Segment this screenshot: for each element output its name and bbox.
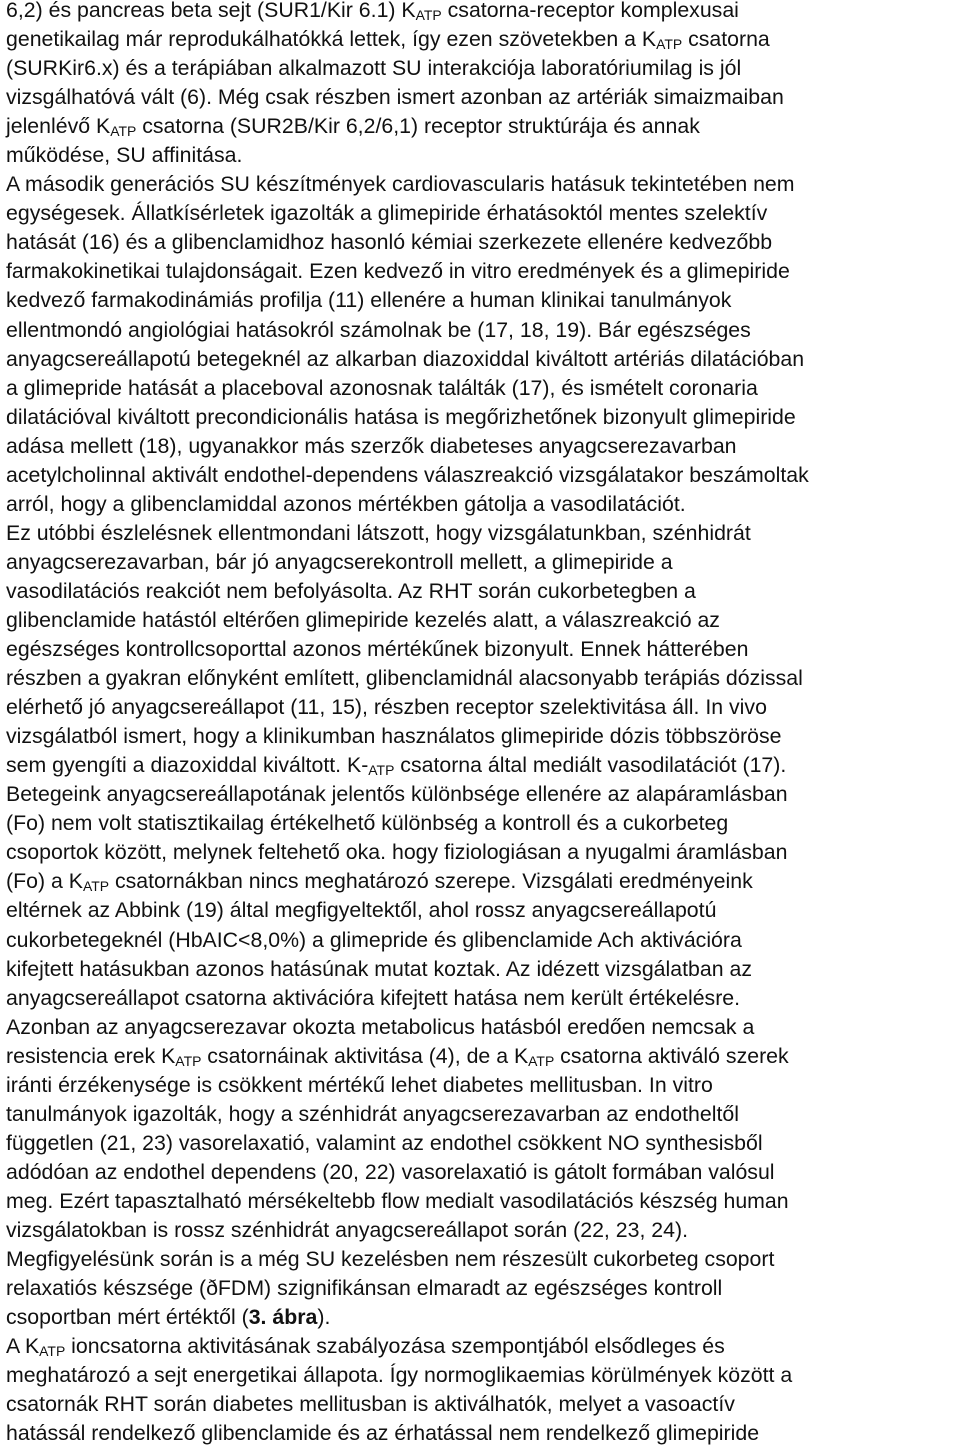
- text-segment: vizsgálatokban is rossz szénhidrát anyagcsereállapot során (22, 23, 24).: [6, 1217, 689, 1242]
- text-segment: csatorna által mediált vasodilatációt (17).: [394, 753, 787, 778]
- text-line: [6, 345, 952, 374]
- text-segment: Ez utóbbi észlelésnek ellentmondani látszott, hogy vizsgálatunkban, szénhidrát: [6, 520, 751, 545]
- subscript-text: ATP: [110, 123, 137, 140]
- text-segment: A második generációs SU készítmények cardiovascularis hatásuk tekintetében nem: [6, 172, 795, 197]
- text-segment: (Fo) a K: [6, 869, 83, 894]
- text-segment: egységesek. Állatkísérletek igazolták a glimepiride érhatásoktól mentes szelektív: [6, 201, 768, 226]
- text-line: [6, 1419, 952, 1448]
- text-segment: elérhető jó anyagcsereállapot (11, 15), részben receptor szelektivitása áll. In vivo: [6, 695, 767, 720]
- text-segment: Betegeink anyagcsereállapotának jelentős különbsége ellenére az alapáramlásban: [6, 782, 788, 807]
- text-segment: hatássál rendelkező glibenclamide és az érhatással nem rendelkező glimepiride: [6, 1421, 760, 1446]
- subscript-text: ATP: [656, 36, 683, 53]
- subscript-text: ATP: [82, 878, 110, 895]
- text-segment: kifejtett hatásukban azonos hatásúnak mutat koztak. Az idézett vizsgálatban az: [6, 956, 752, 981]
- text-segment: glibenclamide hatástól eltérően glimepiride kezelés alatt, a válaszreakció az: [6, 607, 720, 632]
- text-segment: a glimepride hatását a placeboval azonosnak találták (17), és ismételt coronaria: [6, 375, 758, 400]
- text-segment: hatását (16) és a glibenclamidhoz hasonló kémiai szerkezete ellenére kedvezőbb: [6, 230, 773, 255]
- text-segment: arról, hogy a glibenclamiddal azonos mértékben gátolja a vasodilatációt.: [6, 491, 686, 516]
- text-segment: ellentmondó angiológiai hatásokról számolnak be (17, 18, 19). Bár egészséges: [6, 317, 751, 342]
- text-segment: resistencia erek K: [6, 1043, 176, 1068]
- text-line: [6, 1187, 952, 1216]
- text-segment: farmakokinetikai tulajdonságait. Ezen kedvező in vitro eredmények és a glimepiride: [6, 259, 790, 284]
- text-line: [6, 1303, 952, 1332]
- text-segment: cukorbetegeknél (HbAIC<8,0%) a glimepride és glibenclamide Ach aktivációra: [6, 927, 742, 952]
- text-line: [6, 1245, 952, 1274]
- text-segment: részben a gyakran előnyként említett, glibenclamidnál alacsonyabb terápiás dózissal: [6, 666, 803, 691]
- text-line: [6, 1361, 952, 1390]
- text-line: [6, 83, 952, 112]
- text-line: [6, 867, 952, 896]
- text-line: [6, 664, 952, 693]
- text-segment: A K: [6, 1334, 40, 1359]
- text-segment: vizsgálatból ismert, hogy a klinikumban használatos glimepiride dózis többszöröse: [6, 724, 782, 749]
- subscript-text: ATP: [368, 762, 395, 779]
- text-segment: adása mellett (18), ugyanakkor más szerzők diabeteses anyagcserezavarban: [6, 433, 737, 458]
- text-line: [6, 838, 952, 867]
- text-segment: anyagcsereállapot csatorna aktivációra kifejtett hatása nem került értékelésre.: [6, 985, 741, 1010]
- text-segment: meghatározó a sejt energetikai állapota. Így normoglikaemias körülmények között a: [6, 1363, 793, 1388]
- text-line: [6, 577, 952, 606]
- text-line: [6, 25, 952, 54]
- text-segment: csatornáinak aktivitása (4), de a K: [201, 1043, 529, 1068]
- text-line: [6, 896, 952, 925]
- text-segment: csoportok között, melynek feltehető oka. hogy fiziologiásan a nyugalmi áramlásban: [6, 840, 788, 865]
- text-line: [6, 170, 952, 199]
- text-segment: acetylcholinnal aktivált endothel-dependens válaszreakció vizsgálatakor beszámoltak: [6, 462, 809, 487]
- text-line: [6, 1013, 952, 1042]
- text-line: [6, 1042, 952, 1071]
- text-line: [6, 955, 952, 984]
- text-segment: (Fo) nem volt statisztikailag értékelhető különbség a kontroll és a cukorbeteg: [6, 811, 729, 836]
- text-segment: anyagcserezavarban, bár jó anyagcserekontroll mellett, a glimepiride a: [6, 549, 673, 574]
- document-body: [6, 0, 956, 1448]
- text-line: [6, 257, 952, 286]
- text-line: [6, 519, 952, 548]
- subscript-text: ATP: [528, 1052, 555, 1069]
- text-line: [6, 809, 952, 838]
- text-segment: (SURKir6.x) és a terápiában alkalmazott SU interakciója laboratóriumilag is jól: [6, 56, 742, 81]
- text-line: [6, 606, 952, 635]
- text-segment: csatorna aktiváló szerek: [554, 1043, 789, 1068]
- text-segment: eltérnek az Abbink (19) által megfigyeltektől, ahol rossz anyagcsereállapotú: [6, 898, 717, 923]
- text-segment: anyagcsereállapotú betegeknél az alkarban diazoxiddal kiváltott artériás dilatációban: [6, 346, 805, 371]
- text-line: [6, 1274, 952, 1303]
- text-segment: egészséges kontrollcsoporttal azonos mértékűnek bizonyult. Ennek hátterében: [6, 637, 749, 662]
- text-segment: relaxatiós készsége (ðFDM) szignifikánsan elmaradt az egészséges kontroll: [6, 1276, 723, 1301]
- text-line: [6, 751, 952, 780]
- text-line: [6, 286, 952, 315]
- text-segment: működése, SU affinitása.: [6, 143, 243, 168]
- text-segment: Azonban az anyagcserezavar okozta metabolicus hatásból eredően nemcsak a: [6, 1014, 755, 1039]
- text-segment: független (21, 23) vasorelaxatió, valamint az endothel csökkent NO synthesisből: [6, 1130, 763, 1155]
- text-segment: Megfigyelésünk során is a még SU kezelésben nem részesült cukorbeteg csoport: [6, 1247, 775, 1272]
- text-segment: kedvező farmakodinámiás profilja (11) ellenére a human klinikai tanulmányok: [6, 288, 732, 313]
- text-line: [6, 0, 952, 25]
- text-segment: jelenlévő K: [6, 114, 111, 139]
- text-segment: 6,2) és pancreas beta sejt (SUR1/Kir 6.1) K: [6, 0, 416, 22]
- subscript-text: ATP: [39, 1343, 66, 1360]
- text-line: [6, 1216, 952, 1245]
- text-segment: csatorna (SUR2B/Kir 6,2/6,1) receptor struktúrája és annak: [136, 114, 700, 139]
- text-line: [6, 374, 952, 403]
- text-line: [6, 141, 952, 170]
- text-segment: iránti érzékenysége is csökkent mértékű lehet diabetes mellitusban. In vitro: [6, 1072, 713, 1097]
- text-segment: csatornák RHT során diabetes mellitusban is aktiválhatók, melyet a vasoactív: [6, 1392, 735, 1417]
- text-line: [6, 1390, 952, 1419]
- text-segment: dilatációval kiváltott precondicionális hatása is megőrizhetőnek bizonyult glimepiride: [6, 404, 796, 429]
- text-segment: meg. Ezért tapasztalható mérsékeltebb flow medialt vasodilatációs készség human: [6, 1188, 789, 1213]
- text-line: [6, 403, 952, 432]
- text-segment: genetikailag már reprodukálhatókká lettek, így ezen szövetekben a K: [6, 27, 657, 52]
- text-segment: adódóan az endothel dependens (20, 22) vasorelaxatió is gátolt formában valósul: [6, 1159, 775, 1184]
- text-segment: sem gyengíti a diazoxiddal kiváltott. K-: [6, 753, 369, 778]
- text-line: [6, 1100, 952, 1129]
- text-segment: vasodilatációs reakciót nem befolyásolta. Az RHT során cukorbetegben a: [6, 578, 696, 603]
- text-line: [6, 548, 952, 577]
- text-line: [6, 984, 952, 1013]
- text-line: [6, 432, 952, 461]
- text-line: [6, 112, 952, 141]
- text-line: [6, 490, 952, 519]
- text-line: [6, 1332, 952, 1361]
- text-segment: csoportban mért értéktől (: [6, 1305, 249, 1330]
- text-line: [6, 54, 952, 83]
- text-line: [6, 1129, 952, 1158]
- text-line: [6, 228, 952, 257]
- text-segment: ).: [317, 1305, 331, 1330]
- text-line: [6, 316, 952, 345]
- text-line: [6, 780, 952, 809]
- text-line: [6, 461, 952, 490]
- text-segment: csatornákban nincs meghatározó szerepe. Vizsgálati eredményeink: [109, 869, 753, 894]
- text-segment: tanulmányok igazolták, hogy a szénhidrát anyagcserezavarban az endotheltől: [6, 1101, 739, 1126]
- subscript-text: ATP: [415, 7, 442, 23]
- text-line: [6, 926, 952, 955]
- text-segment: csatorna-receptor komplexusai: [441, 0, 739, 22]
- text-line: [6, 722, 952, 751]
- text-line: [6, 635, 952, 664]
- subscript-text: ATP: [175, 1052, 202, 1069]
- text-segment: vizsgálhatóvá vált (6). Még csak részben ismert azonban az artériák simaizmaiban: [6, 85, 784, 110]
- text-line: [6, 1158, 952, 1187]
- text-line: [6, 1071, 952, 1100]
- text-line: [6, 199, 952, 228]
- text-line: [6, 693, 952, 722]
- bold-text: 3. ábra: [248, 1305, 318, 1330]
- text-segment: ioncsatorna aktivitásának szabályozása szempontjából elsődleges és: [65, 1334, 725, 1359]
- text-segment: csatorna: [682, 27, 770, 52]
